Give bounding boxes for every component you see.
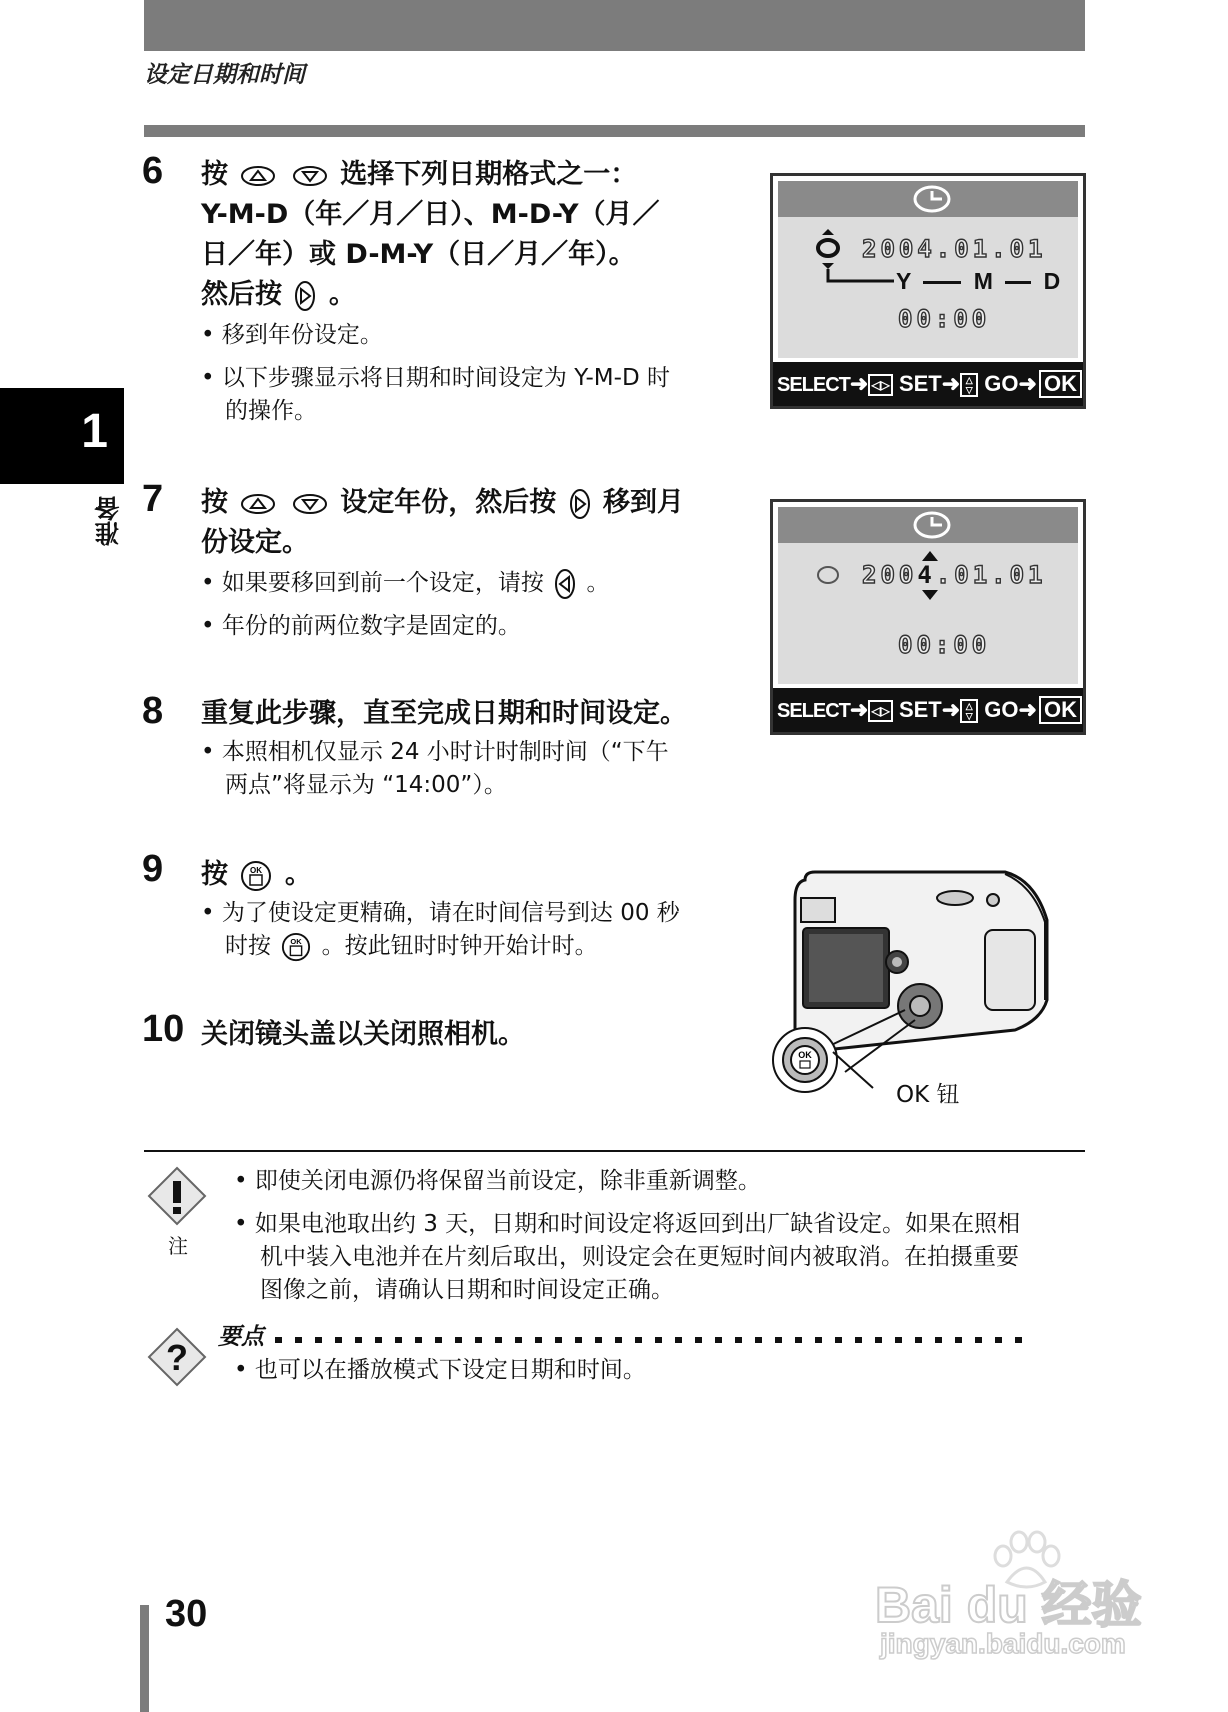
left-button-icon (554, 568, 576, 600)
chapter-number: 1 (81, 405, 108, 458)
header-rule (144, 125, 1085, 137)
lcd-1-body (778, 217, 1078, 358)
step-9-bullet-1: • 为了使设定更精确，请在时间信号到达 00 秒 (201, 900, 680, 926)
step-7 (201, 483, 684, 643)
step-7-bullet-1 (201, 567, 684, 600)
svg-text:OK: OK (290, 936, 302, 946)
tip-dotted-rule (275, 1337, 1035, 1343)
chapter-tab (0, 388, 124, 484)
lcd-2-title-bar (778, 507, 1078, 543)
step-6-line3: 日／年）或 D-M-Y（日／月／年）。 (201, 239, 636, 270)
step-6-line4-post: 。 (328, 279, 356, 310)
left-right-icon: ◁▷ (868, 374, 892, 396)
note-bullet-2-line2: 机中装入电池并在片刻后取出，则设定会在更短时间内被取消。在拍摄重要 (260, 1244, 1019, 1270)
step-6-bullet-2: • 以下步骤显示将日期和时间设定为 Y-M-D 时 (201, 365, 670, 391)
lcd-1-title-bar (778, 181, 1078, 217)
down-button-icon (292, 493, 328, 515)
step-8-line1: 重复此步骤，直至完成日期和时间设定。 (201, 698, 687, 729)
step-10-line1: 关闭镜头盖以关闭照相机。 (201, 1019, 525, 1050)
lcd-2-date-pre: 200 (862, 561, 918, 589)
cycle-arrows-icon (810, 563, 846, 587)
note-label: 注 (168, 1234, 188, 1258)
lcd-1-format-y: Y (896, 268, 911, 294)
note-body (234, 1165, 1085, 1307)
step-7-line1-post: 移到月 (603, 487, 685, 518)
step-6-line2: Y-M-D（年／月／日）、M-D-Y（月／ (201, 199, 660, 230)
step-9-bullet-1-cont-pre: 时按 (225, 933, 271, 959)
step-7-line1-pre: 按 (201, 487, 228, 518)
lcd-1-format-bracket (826, 267, 896, 291)
camera-ok-text: OK (798, 1050, 812, 1060)
watermark-brand: Bai du 经验 (875, 1577, 1142, 1633)
cycle-arrows-icon (808, 225, 848, 271)
step-6-line1 (201, 155, 670, 195)
step-6-line1-pre: 按 (201, 159, 228, 190)
tip-bullet-1: • 也可以在播放模式下设定日期和时间。 (234, 1357, 646, 1383)
note-bullet-1: • 即使关闭电源仍将保留当前设定，除非重新调整。 (234, 1168, 761, 1194)
step-7-bullet-1-post: 。 (586, 570, 610, 596)
step-9 (201, 855, 680, 963)
step-9-line1-post: 。 (284, 859, 312, 890)
step-8 (201, 694, 687, 802)
step-9-bullet-1-cont (201, 930, 680, 963)
step-6-line4-pre: 然后按 (201, 279, 282, 310)
step-8-number: 8 (142, 690, 164, 732)
note-bullet-2: • 如果电池取出约 3 天，日期和时间设定将返回到出厂缺省设定。如果在照相 (234, 1211, 1021, 1237)
lcd-2-set-label: SET (898, 697, 942, 722)
question-icon (146, 1326, 208, 1388)
chapter-label: 准备 (94, 496, 123, 546)
tip-title-row (218, 1318, 1038, 1351)
page-number: 30 (165, 1593, 208, 1635)
lcd-1-format-m: M (973, 268, 993, 294)
up-down-icon: △ ▽ (960, 699, 978, 723)
tip-title: 要点 (218, 1324, 264, 1350)
right-button-icon (569, 488, 591, 520)
step-6-line4 (201, 275, 670, 315)
lcd-screen-2 (770, 499, 1086, 735)
up-button-icon (240, 165, 276, 187)
lcd-2-time: 00:00 (898, 631, 991, 659)
lcd-2-ok-label: OK (1039, 696, 1082, 724)
lcd-1-format-d: D (1043, 268, 1061, 294)
step-8-bullet-1-cont: 两点”将显示为 “14:00”）。 (225, 772, 507, 798)
down-button-icon (292, 165, 328, 187)
ok-button-callout: OK 钮 (896, 1082, 960, 1108)
lcd-1-guide-bar: SELECT➜ ◁▷ SET➜ △ ▽ GO➜ OK (773, 362, 1083, 406)
down-arrow-icon (922, 590, 938, 600)
lcd-2-body (778, 543, 1078, 684)
svg-text:?: ? (166, 1337, 188, 1378)
step-7-line2: 份设定。 (201, 527, 309, 558)
step-6 (201, 155, 670, 428)
lcd-1-time: 00:00 (898, 305, 991, 333)
step-9-bullet-1-cont-post: 。按此钮时时钟开始计时。 (321, 933, 598, 959)
header-top-bar (144, 0, 1085, 51)
step-9-number: 9 (142, 848, 164, 890)
step-6-bullet-2-cont: 的操作。 (225, 398, 317, 424)
step-7-bullet-1-pre: • 如果要移回到前一个设定，请按 (201, 570, 544, 596)
lcd-1-format (896, 268, 1060, 295)
step-6-bullet-1: • 移到年份设定。 (201, 322, 383, 348)
right-button-icon (294, 280, 316, 312)
lcd-2-go-label: GO (984, 697, 1019, 722)
lcd-1-go-label: GO (984, 371, 1019, 396)
lcd-2-date-cursor: 4 (917, 561, 936, 589)
ok-button-icon (281, 932, 311, 962)
up-down-icon: △ ▽ (960, 373, 978, 397)
step-9-line1-pre: 按 (201, 859, 228, 890)
step-6-line1-post: 选择下列日期格式之一： (340, 159, 638, 190)
step-7-number: 7 (142, 478, 164, 520)
lcd-2-date (862, 561, 1047, 589)
lcd-1-set-label: SET (898, 371, 942, 396)
step-7-bullet-2: • 年份的前两位数字是固定的。 (201, 613, 521, 639)
clock-icon (912, 510, 952, 540)
up-button-icon (240, 493, 276, 515)
lcd-screen-1 (770, 173, 1086, 409)
step-10-number: 10 (142, 1008, 185, 1050)
lcd-1-date: 2004.01.01 (862, 235, 1047, 263)
left-right-icon: ◁▷ (868, 700, 892, 722)
up-arrow-icon (922, 551, 938, 561)
note-bullet-2-line3: 图像之前，请确认日期和时间设定正确。 (260, 1277, 674, 1303)
page-section-title: 设定日期和时间 (144, 62, 305, 88)
svg-text:OK: OK (250, 865, 263, 875)
lcd-1-select-label: SELECT (777, 374, 850, 396)
page-number-bar (140, 1605, 149, 1712)
lcd-2-date-post: .01.01 (935, 561, 1047, 589)
step-6-number: 6 (142, 150, 164, 192)
step-9-line1 (201, 855, 680, 895)
lcd-2-select-label: SELECT (777, 700, 850, 722)
watermark-url: jingyan.baidu.com (880, 1628, 1126, 1659)
lcd-2-guide-bar: SELECT➜ ◁▷ SET➜ △ ▽ GO➜ OK (773, 688, 1083, 732)
step-7-line1 (201, 483, 684, 523)
lcd-1-ok-label: OK (1039, 370, 1082, 398)
clock-icon (912, 184, 952, 214)
ok-button-icon (240, 860, 272, 892)
notes-divider (144, 1150, 1085, 1152)
step-8-bullet-1: • 本照相机仅显示 24 小时计时制时间（“下午 (201, 739, 669, 765)
step-7-line1-mid: 设定年份，然后按 (340, 487, 557, 518)
caution-icon (146, 1165, 208, 1227)
camera-illustration (765, 860, 1055, 1110)
